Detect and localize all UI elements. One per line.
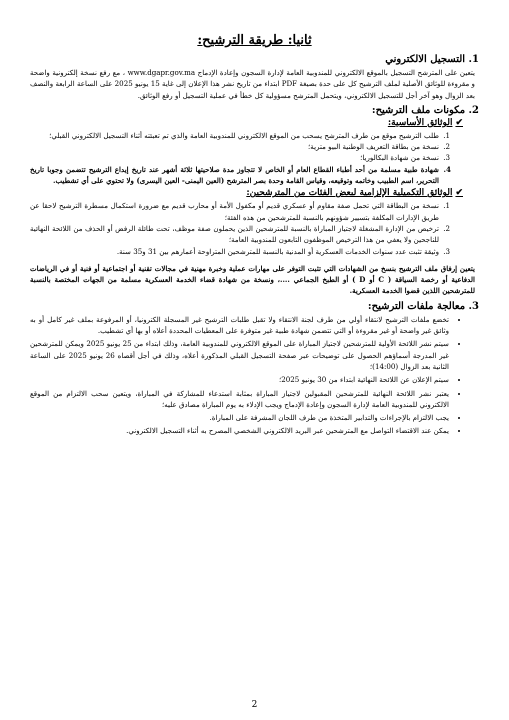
list-item: • يعتبر نشر اللائحة النهائية للمترشحين المقبولين لاجتياز المباراة بمثابة استدعاء للمشاركة في المباراة، ويتعين سحب الالتزام من الموقع الالكتروني للمندوبية العامة لإدارة السجون وإعادة الإدماج ويجب الإدلاء به يوم المباراة مصادق عليه؛ [30, 388, 449, 411]
section-1-paragraph: يتعين على المترشح التسجيل بالموقع الالكتروني للمندوبية العامة لإدارة السجون وإعادة الإدماج www.dgapr.gov.ma ، مع رفع نسخة إلكترونية واضحة و مقروءة للوثائق الأصلية لملف الترشيح كل على حدة بصيغة PDF ابتداء من تاريخ نشر هذا الإعلان إلى غاية 15 يونيو 2025 على الساعة الرابعة والنصف بعد الزوال وهو آخر أجل للتسجيل الالكتروني، ويتحمل المترشح مسؤولية كل خطأ في عملية التسجيل أو رفع الوثائق. [30, 68, 476, 100]
list-item: 2. ترخيص من الإدارة المشغلة لاجتياز المباراة بالنسبة للمترشحين الذين يحملون صفة موظف، تحت طائلة الرفض أو الحذف من اللائحة النهائية للناجحين ولا يعفي من هذا الترخيص الموظفون التابعون للمندوبية العامة؛ [30, 223, 441, 246]
list-item: • تخضع ملفات الترشيح لانتقاء أولي من طرف لجنة الانتقاء ولا تقبل طلبات الترشيح غير المسجلة الكترونيا، أو المرفوعة بملف غير كامل أو به وثائق غير واضحة أو غير مقروءة أو التي تتضمن شهادة طبية غير متوفرة على المعطيات المحددة أعلاه أو بها أي تشطيب. [30, 314, 449, 337]
list-item: 1. طلب الترشيح موقع من طرف المترشح يسحب من الموقع الالكتروني للمندوبية العامة والذي تم تعبئته أثناء التسجيل الالكتروني القبلي؛ [30, 130, 441, 141]
processing-list [30, 314, 461, 437]
page-title: ثانيا: طريقة الترشيح: [197, 33, 312, 48]
list-item: 1. نسخة من البطاقة التي تحمل صفة مقاوم أو عسكري قديم أو مكفول الأمة أو محارب قديم مع ضرورة استكمال مسطرة الترشيح لاحقا عن طريق الإدارات المكلفة بتسيير شؤونهم بالنسبة للمترشحين من هذه الفئة؛ [30, 200, 441, 223]
list-item: • سيتم نشر اللائحة الأولية للمترشحين لاجتياز المباراة على الموقع الالكتروني للمندوبية العامة، وذلك ابتداء من 25 يونيو 2025 ويمكن للمترشحين غير المدرجة أسماؤهم الحصول على توضيحات عبر صفحة التسجيل القبلي المذكورة أعلاه، وذلك في أجل أقصاه 26 يونيو 2025 على الساعة الثانية بعد الزوال (14:00)؛ [30, 338, 449, 372]
extra-documents-list [30, 200, 453, 256]
section-2-note: يتعين إرفاق ملف الترشيح بنسخ من الشهادات التي تثبت التوفر على مهارات عملية وخبرة مهنية في مجالات تقنية أو اجتماعية أو فنية أو في الرياضات الدفاعية أو رخصة السياقة ( C أو D ) أو الطبخ الجماعي ....، ونسخة من شهادة قضاء الخدمة العسكرية مسلمة من الجهات المختصة بالنسبة للمترشحين اللذين قضوا الخدمة العسكرية. [30, 263, 475, 296]
check-icon: ✔ [455, 117, 463, 128]
list-item: • سيتم الإعلان عن اللائحة النهائية ابتداء من 30 يونيو 2025؛ [30, 374, 449, 385]
list-item: • يجب الالتزام بالإجراءات والتدابير المتخذة من طرف اللجان المشرفة على المباراة. [30, 412, 449, 423]
page-content [30, 54, 479, 439]
list-item: 2. نسخة من بطاقة التعريف الوطنية البيو مترية؛ [30, 141, 441, 152]
list-item: • يمكن عند الاقتضاء التواصل مع المترشحين عبر البريد الالكتروني الشخصي المصرح به أثناء التسجيل الالكتروني. [30, 425, 449, 436]
check-icon: ✔ [455, 188, 463, 199]
list-item: 3. نسخة من شهادة البكالوريا؛ [30, 152, 441, 163]
page-number: 2 [251, 700, 258, 710]
basic-documents-title [30, 118, 463, 128]
list-item: 3. وثيقة تثبت عدد سنوات الخدمات العسكرية أو المدنية بالنسبة للمترشحين المتراوحة أعمارهم بين 31 و35 سنة. [30, 246, 441, 257]
basic-documents-title-text: الوثائق الأساسية: [387, 117, 453, 128]
section-2-heading: 2. مكونات ملف الترشيح: [371, 104, 479, 116]
section-1-heading: 1. التسجيل الالكتروني [385, 54, 479, 65]
basic-documents-list [30, 130, 453, 186]
section-3-heading: 3. معالجة ملفات الترشيح: [367, 300, 479, 312]
list-item: 4. شهادة طبية مسلمة من أحد أطباء القطاع العام أو الخاص لا تتجاوز مدة صلاحيتها ثلاثة أشهر عند تاريخ إيداع الترشيح تتضمن وجوبا تاريخ التحرير، اسم الطبيب وخاتمه وتوقيعه، وقياس القامة وحدة بصر المترشح (العين اليمنى- العين اليسرى) ولا تحتوي على أي تشطيب. [30, 164, 441, 187]
extra-documents-title-text: الوثائق التكميلية الإلزامية لبعض الفئات من المترشحين: [246, 188, 453, 199]
extra-documents-title [30, 188, 463, 198]
